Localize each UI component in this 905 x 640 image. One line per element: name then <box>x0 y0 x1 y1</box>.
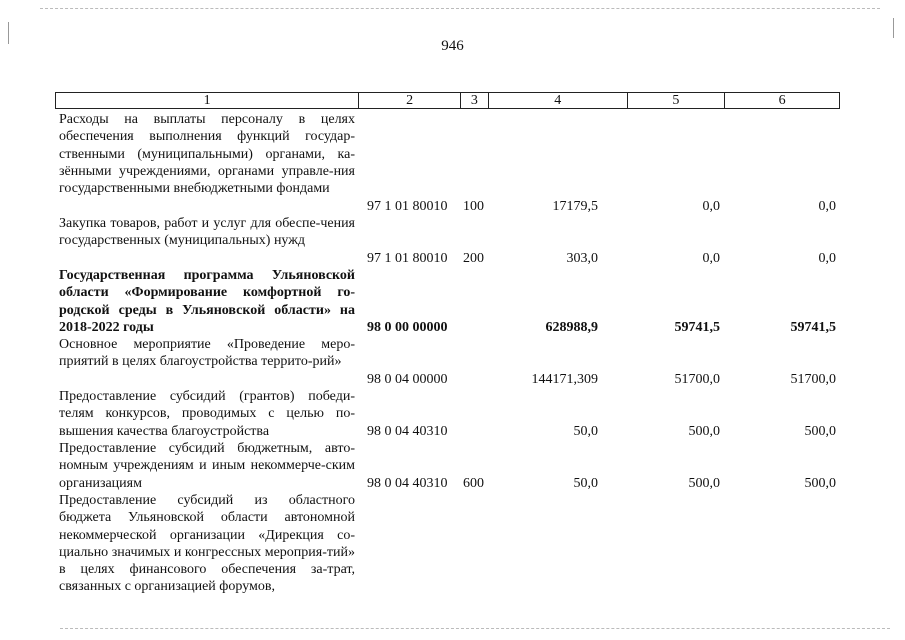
scan-artifact-bottom <box>60 628 890 629</box>
row-value-col4: 50,0 <box>573 424 598 439</box>
row-value-col4: 50,0 <box>573 476 598 491</box>
row-value-col5: 51700,0 <box>674 372 720 387</box>
row-value-col6: 0,0 <box>818 251 836 266</box>
row-description: Предоставление субсидий (грантов) победи-телям конкурсов, проводимых с целью по-вышения качества благоустройства <box>59 389 355 439</box>
row-code: 98 0 04 40310 <box>367 424 448 439</box>
row-value-col6: 51700,0 <box>790 372 836 387</box>
row-value-col6: 59741,5 <box>790 320 836 335</box>
row-value-col4: 144171,309 <box>531 372 598 387</box>
column-header-6: 6 <box>724 93 839 108</box>
page-number: 946 <box>441 38 464 54</box>
row-code: 98 0 04 40310 <box>367 476 448 491</box>
row-description: Государственная программа Ульяновской области «Формирование комфортной го-родской среды в Ульяновской области» на 2018-2022 годы <box>59 268 355 335</box>
row-expense-type: 600 <box>463 476 484 491</box>
row-value-col5: 0,0 <box>702 199 720 214</box>
row-value-col5: 500,0 <box>688 424 720 439</box>
row-description: Закупка товаров, работ и услуг для обеспе-чения государственных (муниципальных) нужд <box>59 216 355 249</box>
row-expense-type: 200 <box>463 251 484 266</box>
row-description: Основное мероприятие «Проведение меро-приятий в целях благоустройства террито-рий» <box>59 337 355 370</box>
row-description: Расходы на выплаты персоналу в целях обеспечения выполнения функций государ-ственными (муниципальными) органами, ка-зёнными учреждениями, органами управле-ния государственными внебюджетными фондами <box>59 112 355 197</box>
row-description: Предоставление субсидий бюджетным, авто-номным учреждениям и иным некоммерче-ским организациям <box>59 441 355 491</box>
row-expense-type: 100 <box>463 199 484 214</box>
row-code: 98 0 04 00000 <box>367 372 448 387</box>
row-value-col5: 59741,5 <box>674 320 720 335</box>
row-value-col5: 0,0 <box>702 251 720 266</box>
column-header-1: 1 <box>203 93 211 108</box>
column-header-5: 5 <box>627 93 725 108</box>
row-code: 97 1 01 80010 <box>367 251 448 266</box>
column-header-3: 3 <box>460 93 488 108</box>
row-value-col6: 0,0 <box>818 199 836 214</box>
scan-tick-right <box>893 18 894 38</box>
row-description: Предоставление субсидий из областного бюджета Ульяновской области автономной некоммерческой организации «Дирекция со-циально значимых и конгрессных мероприя-тий» в целях финансового обеспечения за-трат, связанных с организацией форумов, <box>59 493 355 595</box>
row-value-col6: 500,0 <box>804 476 836 491</box>
column-header-row <box>55 92 840 109</box>
column-header-4: 4 <box>488 93 627 108</box>
row-code: 97 1 01 80010 <box>367 199 448 214</box>
row-value-col4: 17179,5 <box>552 199 598 214</box>
row-value-col6: 500,0 <box>804 424 836 439</box>
column-header-2: 2 <box>358 93 460 108</box>
scan-artifact-top <box>40 8 880 9</box>
row-code: 98 0 00 00000 <box>367 320 448 335</box>
row-value-col4: 628988,9 <box>545 320 598 335</box>
row-value-col5: 500,0 <box>688 476 720 491</box>
row-value-col4: 303,0 <box>566 251 598 266</box>
